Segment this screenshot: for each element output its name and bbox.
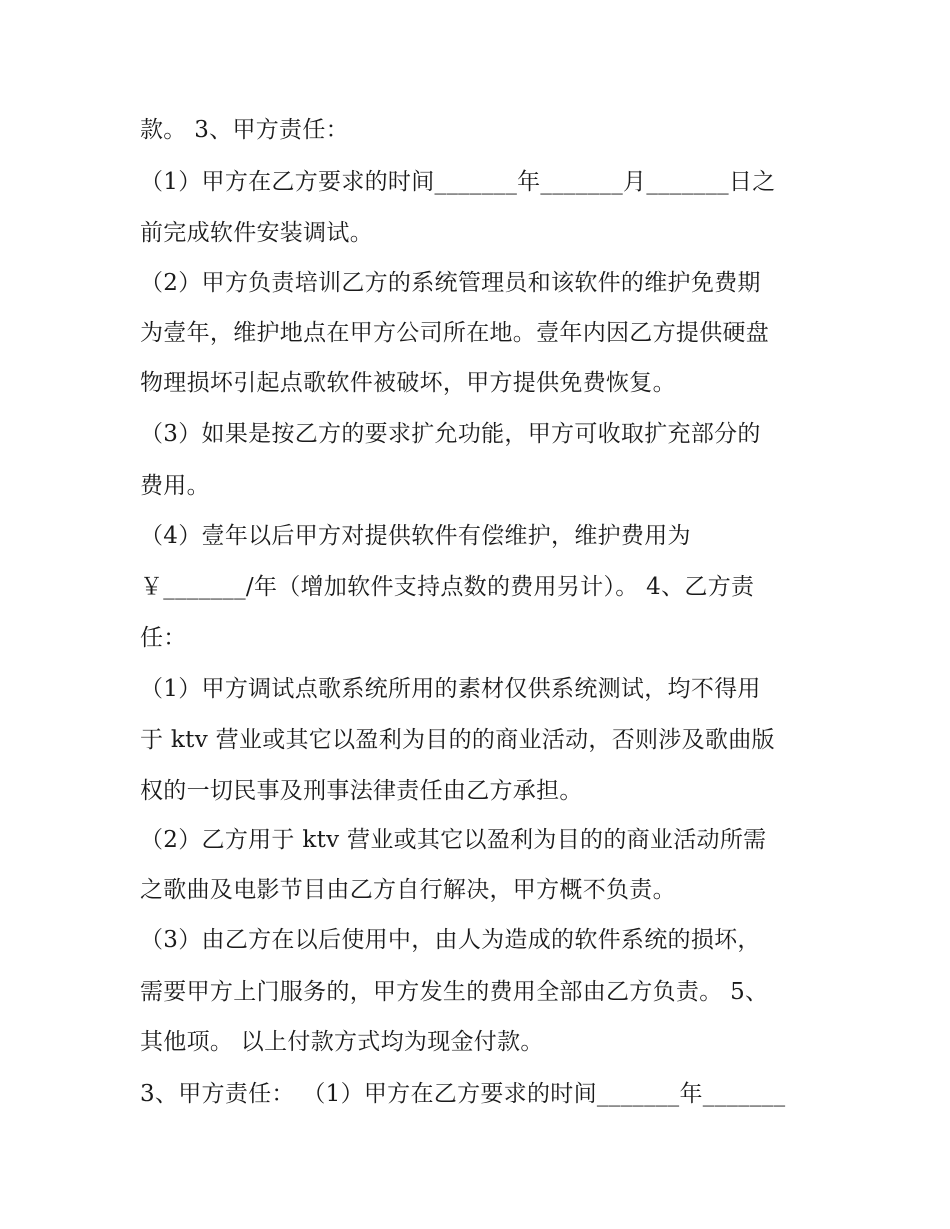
text-line: 3、甲方责任： （1）甲方在乙方要求的时间_______年_______	[140, 1081, 786, 1107]
text-line: ￥_______/年（增加软件支持点数的费用另计）。 4、乙方责	[140, 574, 755, 600]
text-line: （3）如果是按乙方的要求扩允功能，甲方可收取扩充部分的	[140, 421, 761, 447]
text-line: 为壹年，维护地点在甲方公司所在地。壹年内因乙方提供硬盘	[140, 320, 770, 346]
text-line: 权的一切民事及刑事法律责任由乙方承担。	[140, 778, 583, 804]
text-line: 需要甲方上门服务的，甲方发生的费用全部由乙方负责。 5、	[140, 979, 769, 1005]
text-line: 其他项。 以上付款方式均为现金付款。	[140, 1029, 544, 1055]
text-line: 之歌曲及电影节目由乙方自行解决，甲方概不负责。	[140, 877, 676, 903]
text-line: 任：	[140, 625, 187, 651]
text-line: （2）乙方用于 ktv 营业或其它以盈利为目的的商业活动所需	[140, 827, 767, 853]
text-line: 前完成软件安装调试。	[140, 220, 373, 246]
text-line: 款。 3、甲方责任：	[140, 117, 349, 143]
text-line: 费用。	[140, 473, 210, 499]
text-line: 于 ktv 营业或其它以盈利为目的的商业活动，否则涉及歌曲版	[140, 727, 775, 753]
text-line: （1）甲方在乙方要求的时间_______年_______月_______日之	[140, 169, 776, 195]
text-line: （4）壹年以后甲方对提供软件有偿维护，维护费用为	[140, 523, 691, 549]
text-line: （1）甲方调试点歌系统所用的素材仅供系统测试，均不得用	[140, 676, 761, 702]
text-line: （2）甲方负责培训乙方的系统管理员和该软件的维护免费期	[140, 270, 761, 296]
text-line: （3）由乙方在以后使用中，由人为造成的软件系统的损坏，	[140, 927, 761, 953]
text-line: 物理损坏引起点歌软件被破坏，甲方提供免费恢复。	[140, 370, 676, 396]
